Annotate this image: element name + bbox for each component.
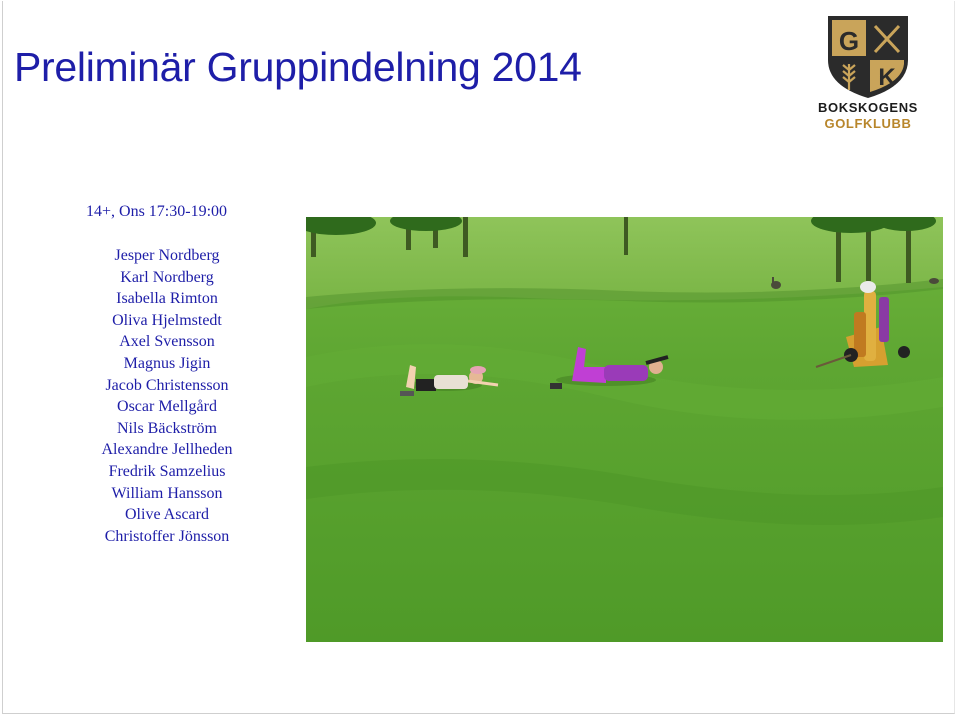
club-logo bbox=[812, 12, 924, 134]
list-item: Nils Bäckström bbox=[117, 419, 217, 437]
page-title: Preliminär Gruppindelning 2014 bbox=[14, 44, 582, 90]
svg-text:G: G bbox=[838, 26, 860, 56]
logo-club-name-line2: GOLFKLUBB bbox=[824, 116, 912, 131]
list-item: Magnus Jigin bbox=[123, 354, 211, 372]
member-list bbox=[67, 245, 267, 547]
list-item: Alexandre Jellheden bbox=[101, 441, 233, 459]
list-item: Olive Ascard bbox=[125, 506, 209, 524]
list-item: Christoffer Jönsson bbox=[104, 527, 230, 545]
list-item: William Hansson bbox=[111, 484, 223, 502]
group-label: 14+, Ons 17:30-19:00 bbox=[86, 203, 228, 220]
gk-shield-icon bbox=[812, 12, 924, 100]
golf-course-photo bbox=[306, 217, 943, 642]
list-item: Jesper Nordberg bbox=[114, 247, 220, 264]
list-item: Isabella Rimton bbox=[116, 290, 218, 308]
list-item: Oliva Hjelmstedt bbox=[112, 311, 222, 329]
list-item: Karl Nordberg bbox=[120, 268, 214, 286]
list-item: Axel Svensson bbox=[119, 333, 215, 351]
list-item: Jacob Christensson bbox=[105, 376, 229, 394]
list-item: Oscar Mellgård bbox=[117, 398, 217, 416]
logo-club-name-line1: BOKSKOGENS bbox=[818, 100, 918, 115]
svg-text:K: K bbox=[878, 64, 896, 91]
list-item: Fredrik Samzelius bbox=[108, 462, 226, 480]
